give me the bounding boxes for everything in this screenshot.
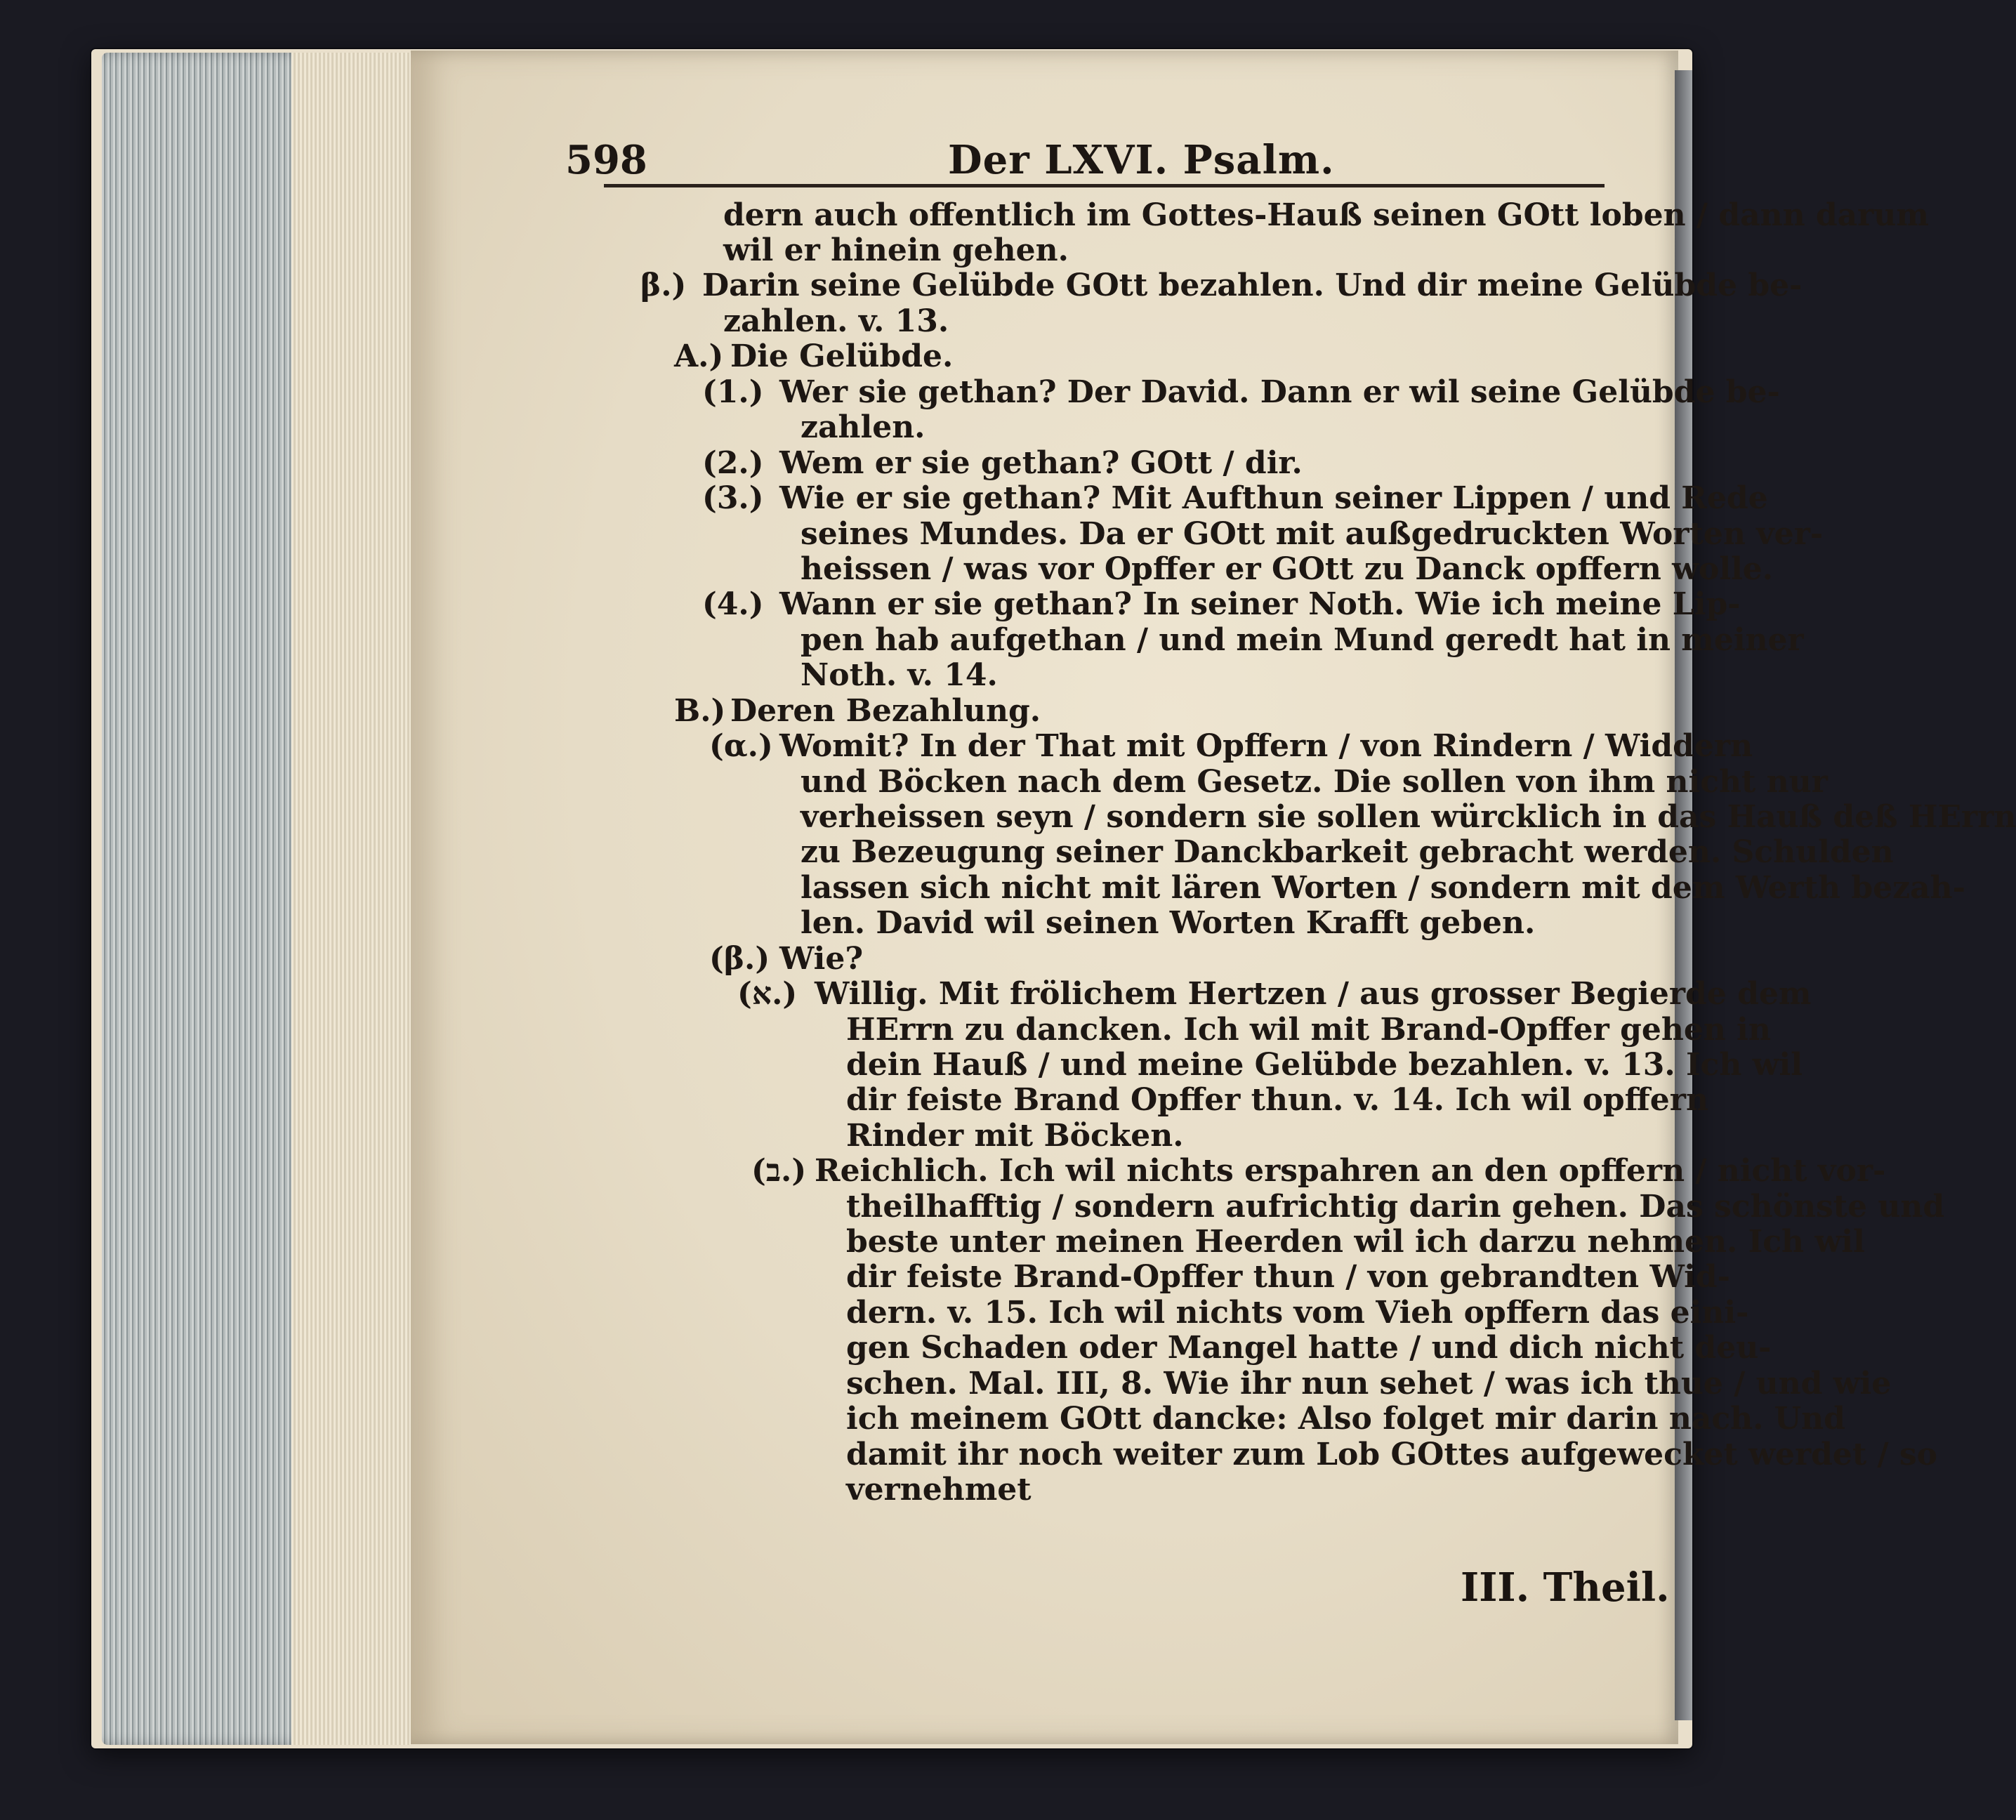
text-line: zahlen. v. 13. bbox=[723, 303, 949, 339]
page-edges bbox=[102, 53, 411, 1745]
section-heading: Wie? bbox=[779, 941, 864, 977]
text-line: verheissen seyn / sondern sie sollen würcklich in das Hauß deß HErrn bbox=[801, 799, 2016, 835]
text-line: dern. v. 15. Ich wil nichts vom Vieh opffern das eini- bbox=[846, 1295, 1749, 1331]
item-marker: (א.) bbox=[737, 976, 798, 1012]
text-line: seines Mundes. Da er GOtt mit außgedruckten Worten ver- bbox=[801, 516, 1824, 552]
section-marker: A.) bbox=[674, 338, 724, 374]
text-line: Darin seine Gelübde GOtt bezahlen. Und dir meine Gelübde be- bbox=[702, 268, 1803, 303]
text-line: Noth. v. 14. bbox=[801, 657, 998, 693]
text-line: dir feiste Brand-Opffer thun / von gebrandten Wid- bbox=[846, 1259, 1730, 1295]
text-line: Wie er sie gethan? Mit Aufthun seiner Lippen / und Rede bbox=[779, 480, 1768, 516]
header-rule bbox=[604, 184, 1605, 187]
text-line: dir feiste Brand Opffer thun. v. 14. Ich wil opffern bbox=[846, 1082, 1708, 1118]
item-marker: (β.) bbox=[709, 941, 770, 977]
text-line: schen. Mal. III, 8. Wie ihr nun sehet / was ich thue / und wie bbox=[846, 1366, 1892, 1402]
section-marker: B.) bbox=[674, 693, 726, 729]
text-line: lassen sich nicht mit lären Worten / sondern mit dem Werth bezah- bbox=[801, 870, 1965, 906]
text-line: Rinder mit Böcken. bbox=[846, 1118, 1184, 1154]
text-line: vernehmet bbox=[846, 1472, 1032, 1508]
text-line: ich meinem GOtt dancke: Also folget mir darin nach. Und bbox=[846, 1401, 1845, 1437]
text-line: len. David wil seinen Worten Krafft geben. bbox=[801, 905, 1536, 941]
catchword: III. Theil. bbox=[1461, 1564, 1670, 1611]
text-line: beste unter meinen Heerden wil ich darzu nehmen. Ich wil bbox=[846, 1224, 1865, 1260]
section-marker: β.) bbox=[640, 268, 687, 303]
page-number: 598 bbox=[565, 137, 647, 183]
text-line: zahlen. bbox=[801, 409, 925, 445]
text-line: heissen / was vor Opffer er GOtt zu Danck opffern wolle. bbox=[801, 551, 1774, 587]
text-line: Womit? In der That mit Opffern / von Rindern / Widdern bbox=[779, 728, 1753, 764]
running-head: Der LXVI. Psalm. bbox=[948, 137, 1335, 183]
text-line: wil er hinein gehen. bbox=[723, 232, 1069, 268]
text-line: damit ihr noch weiter zum Lob GOttes aufgewecket werdet / so bbox=[846, 1437, 1938, 1472]
text-line: gen Schaden oder Mangel hatte / und dich nicht deu- bbox=[846, 1330, 1772, 1366]
item-marker: (1.) bbox=[702, 374, 764, 410]
text-line: Wem er sie gethan? GOtt / dir. bbox=[779, 445, 1303, 481]
text-line: Willig. Mit frölichem Hertzen / aus grosser Begierde dem bbox=[815, 976, 1812, 1012]
text-line: pen hab aufgethan / und mein Mund geredt hat in meiner bbox=[801, 622, 1804, 658]
page-header bbox=[565, 137, 1605, 186]
text-line: theilhafftig / sondern aufrichtig darin gehen. Das schönste und bbox=[846, 1189, 1945, 1225]
text-line: und Böcken nach dem Gesetz. Die sollen von ihm nicht nur bbox=[801, 764, 1828, 800]
item-marker: (2.) bbox=[702, 445, 764, 481]
text-line: Wer sie gethan? Der David. Dann er wil seine Gelübde be- bbox=[779, 374, 1780, 410]
text-line: HErrn zu dancken. Ich wil mit Brand-Opffer gehen in bbox=[846, 1012, 1771, 1048]
text-line: dern auch offentlich im Gottes-Hauß seinen GOtt loben / dann darum bbox=[723, 197, 1929, 233]
item-marker: (α.) bbox=[709, 728, 773, 764]
section-heading: Die Gelübde. bbox=[730, 338, 954, 374]
text-line: dein Hauß / und meine Gelübde bezahlen. v. 13. Ich wil bbox=[846, 1047, 1803, 1083]
text-line: zu Bezeugung seiner Danckbarkeit gebracht werden. Schulden bbox=[801, 834, 1894, 870]
item-marker: (3.) bbox=[702, 480, 764, 516]
text-line: Reichlich. Ich wil nichts erspahren an den opffern / nicht vor- bbox=[815, 1153, 1886, 1189]
item-marker: (ב.) bbox=[751, 1153, 807, 1189]
text-line: Wann er sie gethan? In seiner Noth. Wie ich meine Lip- bbox=[779, 586, 1741, 622]
item-marker: (4.) bbox=[702, 586, 764, 622]
section-heading: Deren Bezahlung. bbox=[730, 693, 1041, 729]
